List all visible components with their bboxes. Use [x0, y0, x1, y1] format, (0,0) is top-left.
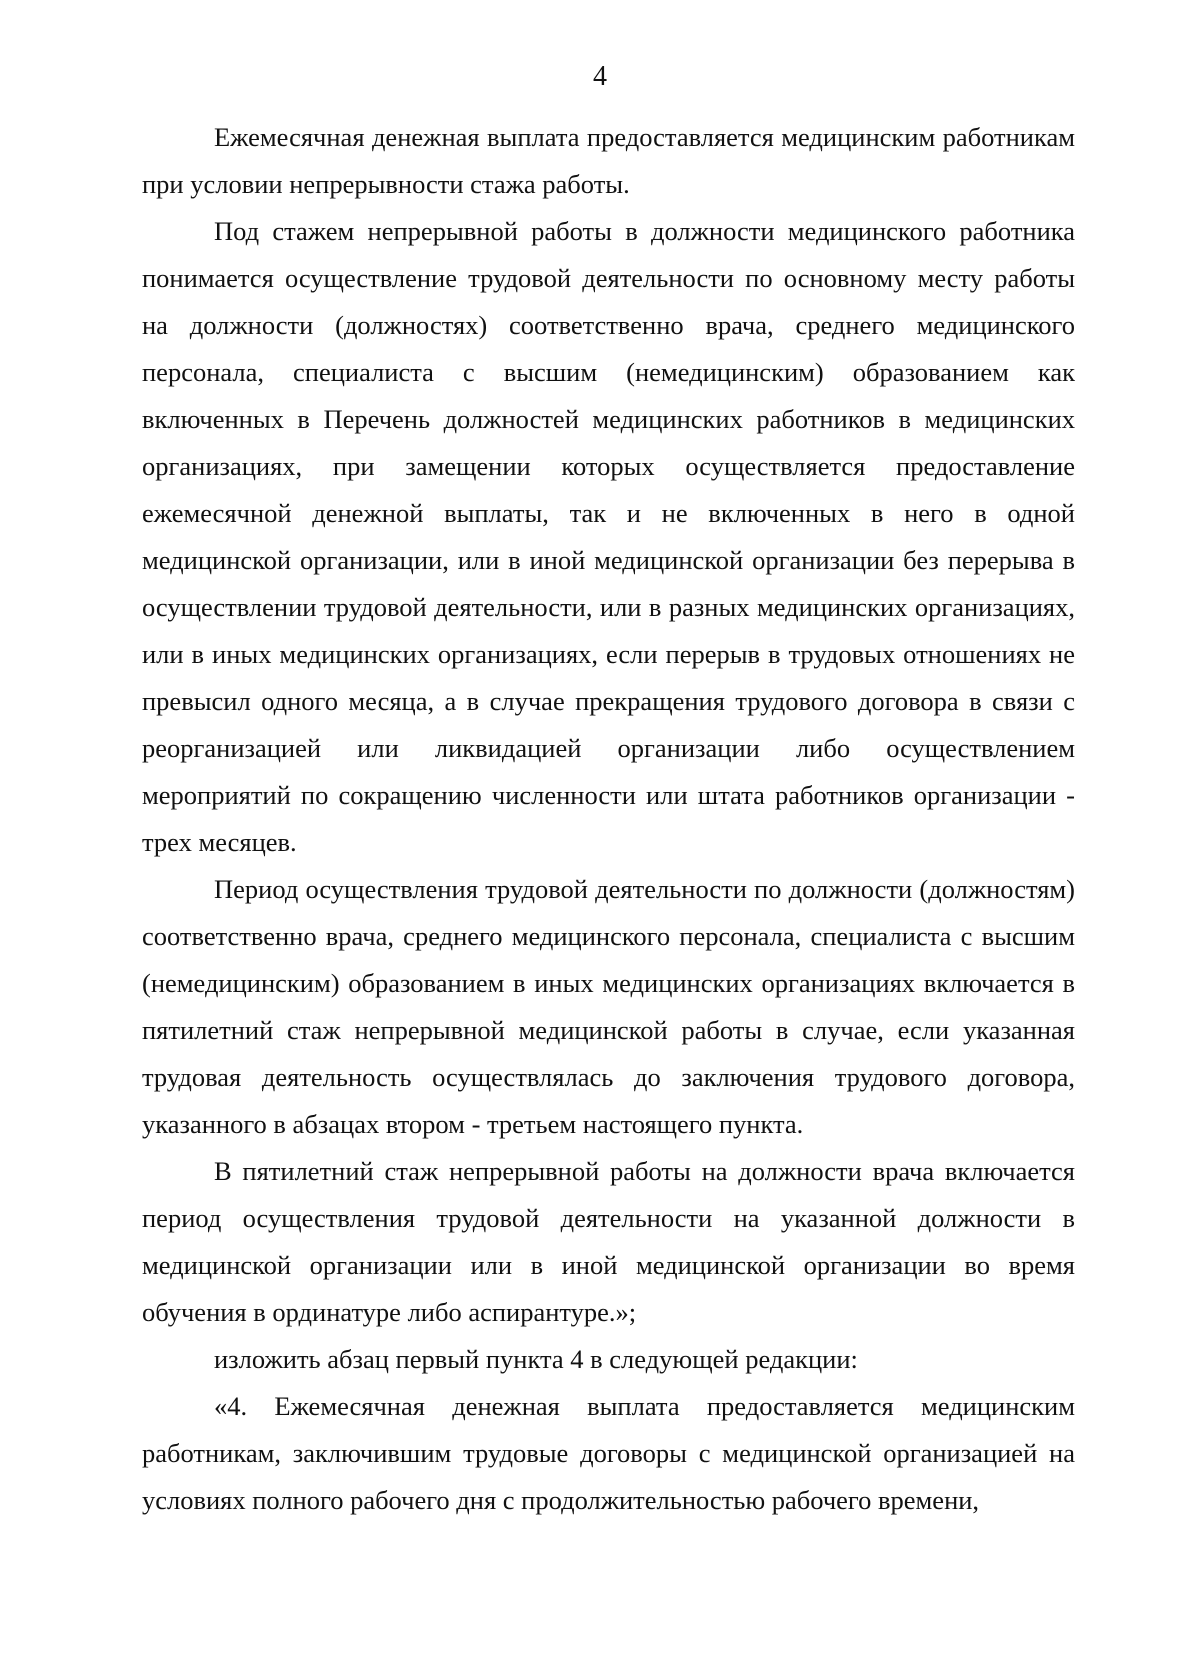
- paragraph-payment-condition: Ежемесячная денежная выплата предоставляется медицинским работникам при условии непрерывности стажа работы.: [142, 122, 1075, 199]
- page-number: 4: [593, 61, 607, 92]
- paragraph-service-period-inclusion: Период осуществления трудовой деятельности по должности (должностям) соответственно врача, среднего медицинского персонала, специалиста с высшим (немедицинским) образованием в иных медицинских организациях включается в пятилетний стаж непрерывной медицинской работы в случае, если указанная трудовая деятельность осуществлялась до заключения трудового договора, указанного в абзацах втором - третьем настоящего пункта.: [142, 874, 1075, 1139]
- paragraph-continuous-service-definition: Под стажем непрерывной работы в должности медицинского работника понимается осуществление трудовой деятельности по основному месту работы на должности (должностях) соответственно врача, среднего медицинского персонала, специалиста с высшим (немедицинским) образованием как включенных в Перечень должностей медицинских работников в медицинских организациях, при замещении которых осуществляется предоставление ежемесячной денежной выплаты, так и не включенных в него в одной медицинской организации, или в иной медицинской организации без перерыва в осуществлении трудовой деятельности, или в разных медицинских организациях, или в иных медицинских организациях, если перерыв в трудовых отношениях не превысил одного месяца, а в случае прекращения трудового договора в связи с реорганизацией или ликвидацией организации либо осуществлением мероприятий по сокращению численности или штата работников организации - трех месяцев.: [142, 216, 1075, 857]
- paragraph-item-4-new-wording: «4. Ежемесячная денежная выплата предоставляется медицинским работникам, заключившим трудовые договоры с медицинской организацией на условиях полного рабочего дня с продолжительностью рабочего времени,: [142, 1391, 1075, 1515]
- document-body: [142, 114, 1075, 1524]
- paragraph-amendment-instruction: изложить абзац первый пункта 4 в следующей редакции:: [214, 1344, 858, 1374]
- paragraph-residency-inclusion: В пятилетний стаж непрерывной работы на должности врача включается период осуществления трудовой деятельности на указанной должности в медицинской организации или в иной медицинской организации во время обучения в ординатуре либо аспирантуре.»;: [142, 1156, 1075, 1327]
